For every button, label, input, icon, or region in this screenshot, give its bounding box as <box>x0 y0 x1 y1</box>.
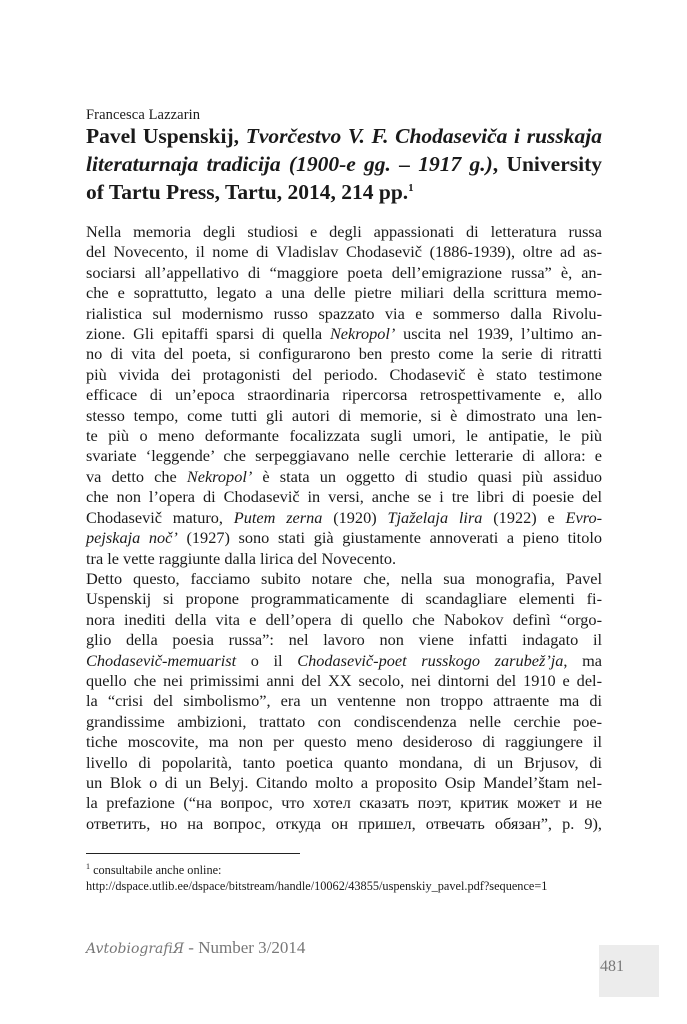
body-line: te più o meno deformante focalizzata sugli umori, le antipatie, le più <box>86 426 602 446</box>
body-line: la prefazione (“на вопрос, что хотел сказать поэт, критик может и не <box>86 793 602 813</box>
body-line: rialistica sul modernismo russo spazzato via e sommerso dalla Rivolu- <box>86 303 602 323</box>
review-title <box>86 122 602 206</box>
journal-footer <box>86 938 305 958</box>
body-line: efficace di un’epoca straordinaria ripercorsa retrospettivamente e, allo <box>86 385 602 405</box>
body-line: livello di popolarità, tanto poetica quanto mondana, di un Brjusov, di <box>86 752 602 772</box>
body-line: va detto che Nekropol’ è stata un oggetto di studio quasi più assiduo <box>86 466 603 486</box>
book-title-italic: Nekropol’ <box>186 466 253 486</box>
body-line: Nella memoria degli studiosi e degli appassionati di letteratura russa <box>86 222 602 241</box>
body-line: no di vita del poeta, si configurarono ben presto come la serie di ritratti <box>86 344 602 364</box>
body-line: tiche moscovite, ma non per questo meno desideroso di raggiungere il <box>86 732 602 752</box>
body-line: sociarsi all’appellativo di “maggiore poeta dell’emigrazione russa” è, an- <box>86 262 602 282</box>
book-title-italic: Evro- <box>565 507 603 527</box>
article-body <box>86 222 602 834</box>
page-number: 481 <box>600 958 624 975</box>
body-line: che e soprattutto, legato a una delle pietre miliari della scrittura memo- <box>86 283 602 303</box>
title-author-part: Pavel Uspenskij, <box>86 124 246 148</box>
body-line: la “crisi del simbolismo”, era un ventenne non troppo attraente ma di <box>86 691 602 711</box>
author-name: Francesca Lazzarin <box>86 107 201 123</box>
body-line: Detto questo, facciamo subito notare che, nella sua monografia, Pavel <box>86 568 602 588</box>
title-publisher-part: , University of Tartu Press, Tartu, 2014, 214 pp. <box>86 152 602 204</box>
body-line: quello che nei primissimi anni del XX secolo, nei dintorni del 1910 e del- <box>86 670 602 690</box>
body-line: un Blok o di un Belyj. Citando molto a proposito Osip Mandel’štam nel- <box>86 772 602 792</box>
body-line: che non l’opera di Chodasevič in versi, anche se i tre libri di poesie del <box>86 487 602 507</box>
body-line: zione. Gli epitaffi sparsi di quella Nekropol’ uscita nel 1939, l’ultimo an- <box>86 324 602 344</box>
footnote-url-link[interactable]: http://dspace.utlib.ee/dspace/bitstream/handle/10062/43855/uspenskiy_pavel.pdf?sequence=1 <box>86 879 548 893</box>
body-line: Chodasevič maturo, Putem zerna (1920) Tjaželaja lira (1922) e Evro- <box>86 507 603 527</box>
journal-logo-text: AvtobiografiЯ <box>86 941 185 957</box>
book-title-italic: Putem zerna <box>233 507 323 527</box>
body-line: grandissime ambizioni, trattato con condiscendenza nelle cerchie poe- <box>86 711 602 731</box>
body-line: del Novecento, il nome di Vladislav Chodasevič (1886-1939), oltre ad as- <box>86 242 602 262</box>
term-italic: Chodasevič-memuarist <box>86 650 237 670</box>
body-line: glio della poesia russa”: nel lavoro non viene infatti indagato il <box>86 630 602 650</box>
body-line: Chodasevič-memuarist o il Chodasevič-poet russkogo zarubež’ja, ma <box>86 650 603 670</box>
title-book-italic: Tvorčestvo V. F. Chodaseviča i russkaja literaturnaja tradicija (1900-e gg. – 1917 g.) <box>86 124 602 176</box>
book-title-italic: pejskaja noč’ <box>86 528 178 548</box>
body-line: stesso tempo, come tutti gli autori di memorie, si è dimostrato una len- <box>86 405 602 425</box>
body-line: ответить, но на вопрос, откуда он пришел, отвечать обязан”, p. 9), <box>86 813 602 833</box>
body-line: svariate ‘leggende’ che serpeggiavano nelle cerchie letterarie di allora: e <box>86 446 602 466</box>
book-title-italic: Tjaželaja lira <box>387 507 483 527</box>
body-line: Uspenskij si propone programmaticamente di scandagliare elementi fi- <box>86 589 602 609</box>
footnote-divider <box>86 853 300 854</box>
journal-issue: - Number 3/2014 <box>184 938 306 957</box>
term-italic: Chodasevič-poet russkogo zarubež’ja <box>297 650 564 670</box>
body-line: nora inediti della vita e dell’opera di quello che Nabokov definì “orgo- <box>86 609 602 629</box>
footnote-text: $^1$ consultabile anche online: <box>86 861 222 877</box>
body-line: più vivida dei protagonisti del periodo. Chodasevič è stato testimone <box>86 364 602 384</box>
body-line: tra le vette raggiunte dalla lirica del Novecento. <box>86 548 397 568</box>
footnote <box>86 862 602 894</box>
footnote-reference[interactable]: 1 <box>408 181 414 194</box>
book-title-italic: Nekropol’ <box>329 324 396 344</box>
footnote-mark: 1 <box>86 861 90 871</box>
body-line: pejskaja noč’ (1927) sono stati già giustamente annoverati a pieno titolo <box>86 528 602 548</box>
